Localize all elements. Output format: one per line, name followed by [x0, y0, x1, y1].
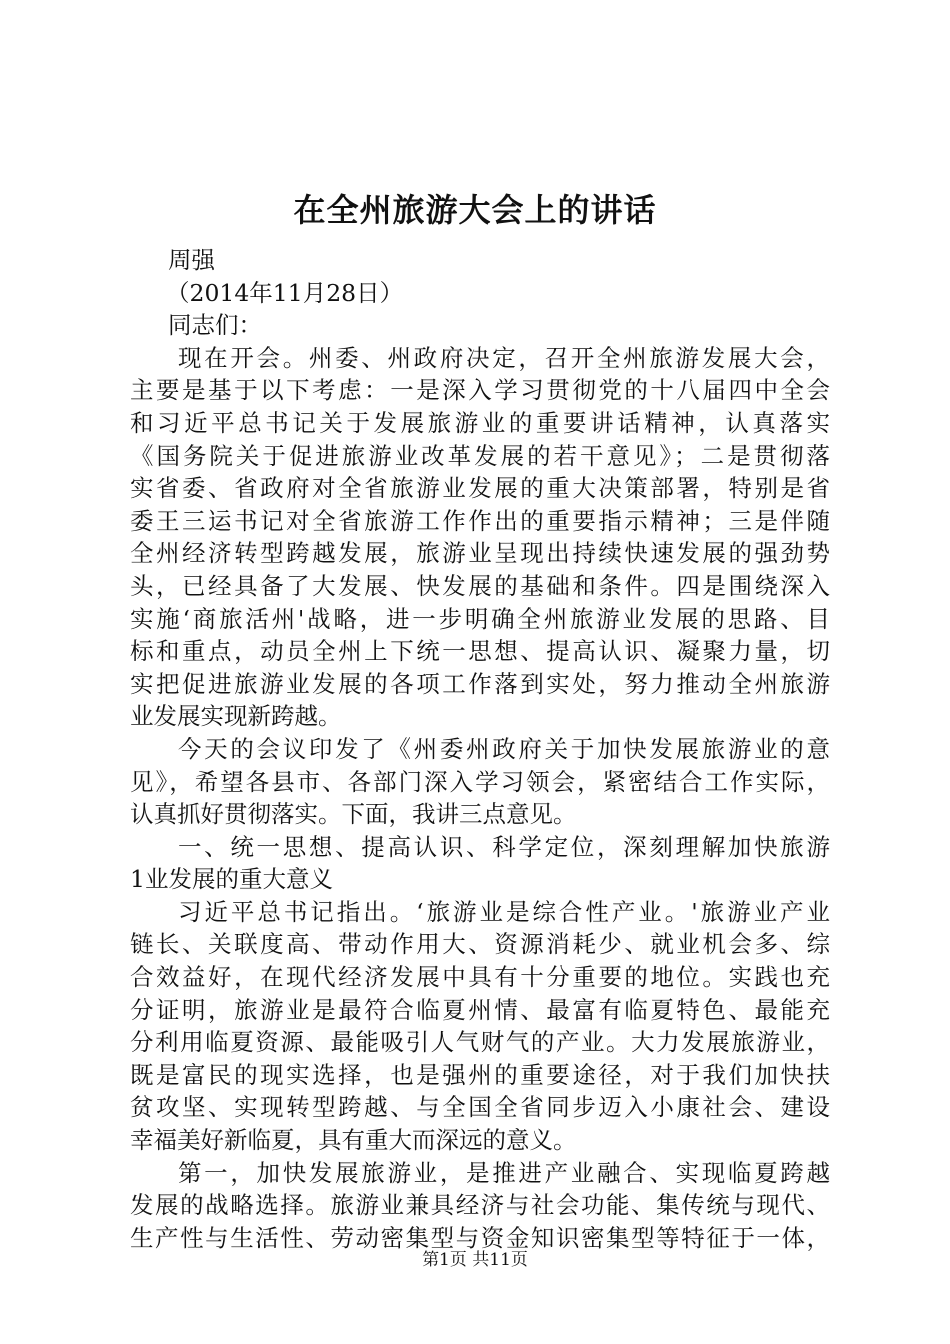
page-number: 第1页 共11页	[422, 1250, 528, 1270]
paragraph-line: 实把促进旅游业发展的各项工作落到实处，努力推动全州旅游	[130, 669, 830, 698]
paragraph-line: 实省委、省政府对全省旅游业发展的重大决策部署，特别是省	[130, 474, 830, 503]
paragraph-line: 既是富民的现实选择，也是强州的重要途径，对于我们加快扶	[130, 1060, 830, 1089]
paragraph-line: 现在开会。州委、州政府决定，召开全州旅游发展大会，	[178, 343, 830, 372]
author-line: 周强	[168, 246, 215, 274]
section-heading-line: 1业发展的重大意义	[130, 865, 333, 894]
paragraph-line: 认真抓好贯彻落实。下面，我讲三点意见。	[130, 800, 577, 829]
paragraph-line: 全州经济转型跨越发展，旅游业呈现出持续快速发展的强劲势	[130, 539, 830, 568]
paragraph-line: 合效益好，在现代经济发展中具有十分重要的地位。实践也充	[130, 963, 830, 992]
salutation-line: 同志们：	[168, 311, 262, 340]
paragraph-line: 实施‘商旅活州'战略，进一步明确全州旅游业发展的思路、目	[130, 604, 830, 633]
paragraph-line: 贫攻坚、实现转型跨越、与全国全省同步迈入小康社会、建设	[130, 1093, 830, 1122]
paragraph-line: 今天的会议印发了《州委州政府关于加快发展旅游业的意	[178, 734, 830, 763]
paragraph-line: 分利用临夏资源、最能吸引人气财气的产业。大力发展旅游业，	[130, 1028, 830, 1057]
document-body	[130, 244, 830, 1254]
date-line: （2014年11月28日）	[166, 278, 404, 307]
paragraph-line: 标和重点，动员全州上下统一思想、提高认识、凝聚力量，切	[130, 637, 830, 666]
paragraph-line: 分证明，旅游业是最符合临夏州情、最富有临夏特色、最能充	[130, 995, 830, 1024]
section-heading-line: 一、统一思想、提高认识、科学定位，深刻理解加快旅游	[178, 832, 830, 861]
paragraph-line: 生产性与生活性、劳动密集型与资金知识密集型等特征于一体，	[130, 1223, 830, 1252]
paragraph-line: 链长、关联度高、带动作用大、资源消耗少、就业机会多、综	[130, 930, 830, 959]
paragraph-line: 和习近平总书记关于发展旅游业的重要讲话精神，认真落实	[130, 408, 830, 437]
paragraph-line: 委王三运书记对全省旅游工作作出的重要指示精神；三是伴随	[130, 506, 830, 535]
paragraph-line: 《国务院关于促进旅游业改革发展的若干意见》；二是贯彻落	[130, 441, 830, 470]
paragraph-line: 主要是基于以下考虑：一是深入学习贯彻党的十八届四中全会	[130, 376, 830, 405]
paragraph-line: 发展的战略选择。旅游业兼具经济与社会功能、集传统与现代、	[130, 1191, 830, 1220]
paragraph-line: 习近平总书记指出。‘旅游业是综合性产业。'旅游业产业	[178, 897, 830, 926]
paragraph-line: 第一，加快发展旅游业，是推进产业融合、实现临夏跨越	[178, 1158, 830, 1187]
paragraph-line: 业发展实现新跨越。	[130, 702, 342, 731]
document-title: 在全州旅游大会上的讲话	[293, 191, 657, 229]
paragraph-line: 幸福美好新临夏，具有重大而深远的意义。	[130, 1126, 577, 1155]
paragraph-line: 头，已经具备了大发展、快发展的基础和条件。四是围绕深入	[130, 571, 830, 600]
paragraph-line: 见》，希望各县市、各部门深入学习领会，紧密结合工作实际，	[130, 767, 830, 796]
